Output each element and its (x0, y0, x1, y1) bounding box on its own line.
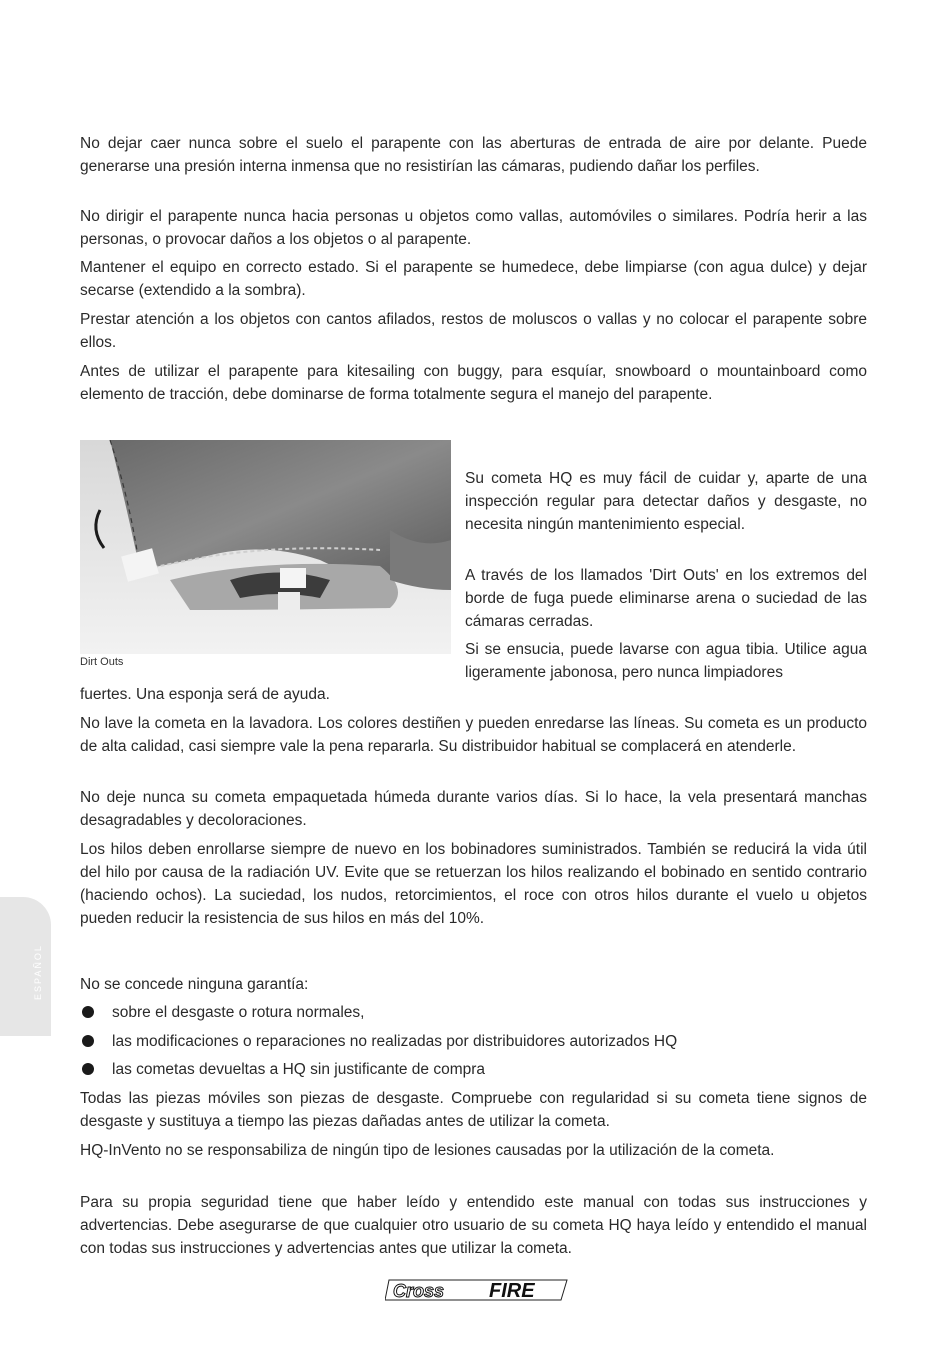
warranty-paragraph: HQ-InVento no se responsabiliza de ningún tipo de lesiones causadas por la utilización de la cometa. (80, 1142, 775, 1159)
warning-paragraph: Mantener el equipo en correcto estado. Si el parapente se humedece, debe limpiarse (con agua dulce) y dejar secarse (extendido a la sombra). (80, 259, 867, 299)
warranty-paragraph: Para su propia seguridad tiene que haber leído y entendido este manual con todas sus instrucciones y advertencias. Debe asegurarse de que cualquier otro usuario de su cometa HQ haya leído y entendido el manual con todas sus instrucciones y advertencias antes que utilizar la cometa. (80, 1194, 867, 1257)
logo-text-fire: FIRE (489, 1280, 535, 1302)
figure-caption: Dirt Outs (80, 656, 124, 668)
bullet-text: las modificaciones o reparaciones no realizadas por distribuidores autorizados HQ (112, 1033, 678, 1050)
warning-paragraph: Prestar atención a los objetos con cantos afilados, restos de moluscos o vallas y no colocar el parapente sobre ellos. (80, 311, 867, 351)
care-paragraph: Si se ensucia, puede lavarse con agua tibia. Utilice agua ligeramente jabonosa, pero nunca limpiadores (465, 641, 867, 681)
bullet-icon (82, 1063, 94, 1075)
bullet-icon (82, 1035, 94, 1047)
warranty-intro: No se concede ninguna garantía: (80, 976, 309, 993)
care-paragraph: A través de los llamados 'Dirt Outs' en los extremos del borde de fuga puede eliminarse arena o suciedad de las cámaras cerradas. (465, 567, 867, 630)
bullet-text: las cometas devueltas a HQ sin justificante de compra (112, 1061, 486, 1078)
crossfire-logo (385, 1276, 571, 1304)
bullet-icon (82, 1006, 94, 1018)
language-label: ESPAÑOL (33, 944, 43, 1000)
bullet-text: sobre el desgaste o rotura normales, (112, 1004, 365, 1021)
list-item (80, 1030, 867, 1053)
care-paragraph: No lave la cometa en la lavadora. Los colores destiñen y pueden enredarse las líneas. Su cometa es un producto de alta calidad, casi siempre vale la pena repararla. Su distribuidor habitual se complacerá en atenderle. (80, 715, 867, 755)
warning-paragraph: Antes de utilizar el parapente para kitesailing con buggy, para esquíar, snowboard o mountainboard como elemento de tracción, debe dominarse de forma totalmente segura el manejo del parapente. (80, 363, 867, 403)
list-item (80, 1001, 867, 1024)
list-item (80, 1058, 867, 1081)
care-paragraph: Los hilos deben enrollarse siempre de nuevo en los bobinadores suministrados. También se reducirá la vida útil del hilo por causa de la radiación UV. Evite que se retuerzan los hilos realizando el bobinado en sentido contrario (haciendo ochos). La suciedad, los nudos, retorcimientos, el roce con otros hilos durante el vuelo u objetos pueden reducir la resistencia de sus hilos en más del 10%. (80, 841, 867, 927)
warning-paragraph: No dirigir el parapente nunca hacia personas u objetos como vallas, automóviles o similares. Podría herir a las personas, o provocar daños a los objetos o al parapente. (80, 208, 867, 248)
dirt-outs-photo (80, 440, 451, 654)
care-paragraph: Su cometa HQ es muy fácil de cuidar y, aparte de una inspección regular para detectar daños y desgaste, no necesita ningún mantenimiento especial. (465, 470, 867, 533)
warranty-paragraph: Todas las piezas móviles son piezas de desgaste. Compruebe con regularidad si su cometa tiene signos de desgaste y sustituya a tiempo las piezas dañadas antes de utilizar la cometa. (80, 1090, 867, 1130)
warning-paragraph: No dejar caer nunca sobre el suelo el parapente con las aberturas de entrada de aire por delante. Puede generarse una presión interna inmensa que no resistirían las cámaras, pudiendo dañar los perfiles. (80, 135, 867, 175)
logo-text-cross: Cross (393, 1281, 445, 1301)
care-continuation: fuertes. Una esponja será de ayuda. (80, 686, 330, 703)
language-side-tab (0, 897, 51, 1036)
care-paragraph: No deje nunca su cometa empaquetada húmeda durante varios días. Si lo hace, la vela presentará manchas desagradables y decoloraciones. (80, 789, 867, 829)
